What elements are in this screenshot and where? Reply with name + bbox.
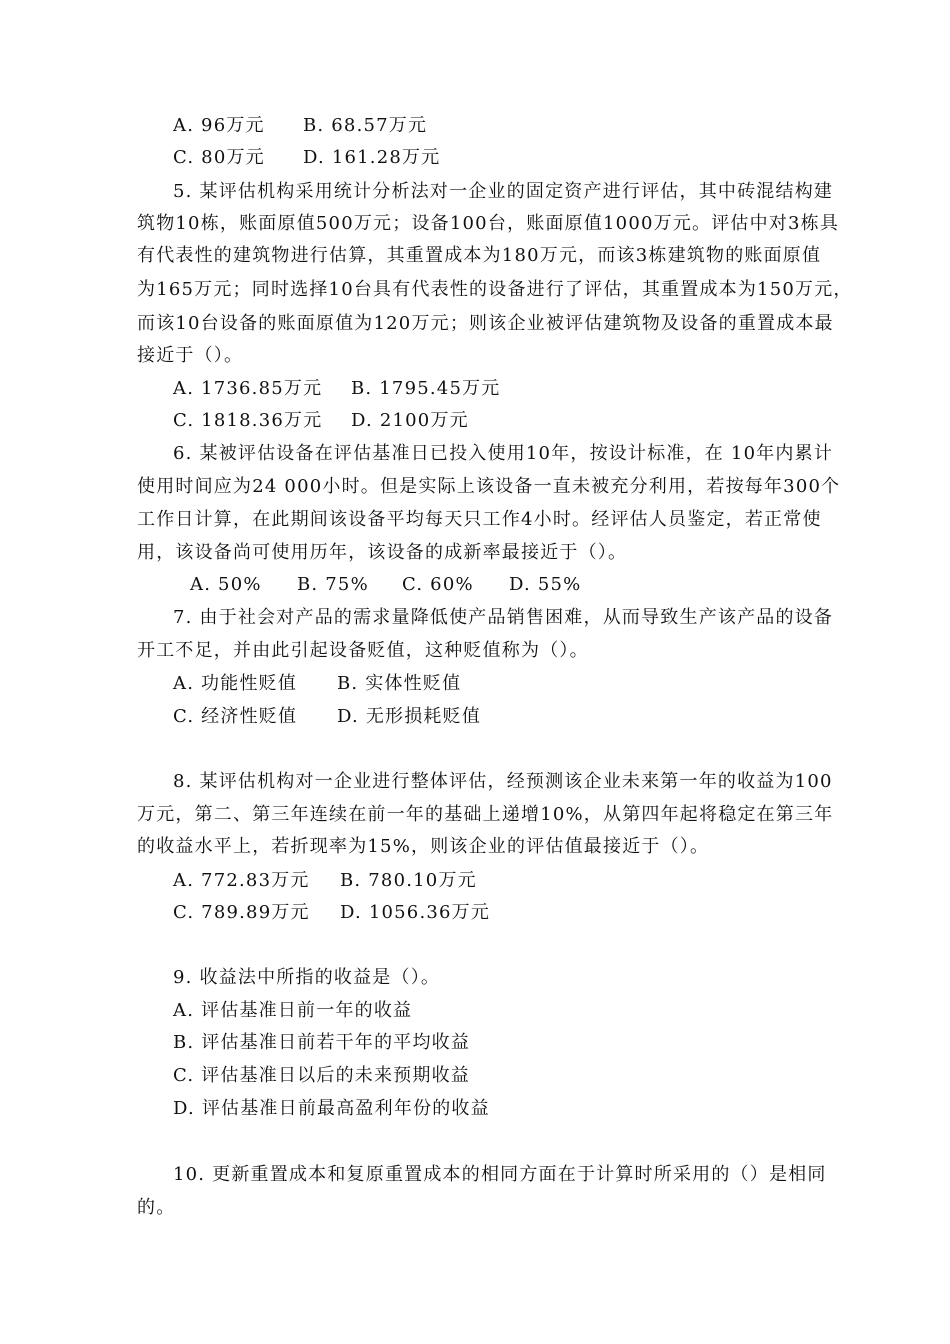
- q5-text-line: 而该10台设备的账面原值为120万元；则该企业被评估建筑物及设备的重置成本最: [137, 313, 834, 334]
- q7-option-b: B. 实体性贬值: [337, 673, 462, 694]
- q9-question: 9. 收益法中所指的收益是（）。: [173, 967, 441, 988]
- q5-text-line: 接近于（）。: [137, 345, 244, 366]
- q10-text-line: 的。: [137, 1197, 176, 1218]
- q5-text-line: 为165万元；同时选择10台具有代表性的设备进行了评估，其重置成本为150万元，: [137, 279, 853, 300]
- q7-text-line: 7. 由于社会对产品的需求量降低使产品销售困难，从而导致生产该产品的设备: [173, 607, 834, 628]
- q6-option-b: B. 75%: [297, 574, 369, 595]
- q9-option-c: C. 评估基准日以后的未来预期收益: [173, 1065, 470, 1086]
- q6-text-line: 工作日计算，在此期间该设备平均每天只工作4小时。经评估人员鉴定，若正常使: [137, 509, 822, 530]
- q4-option-c: C. 80万元: [173, 147, 265, 168]
- q4-option-a: A. 96万元: [173, 115, 265, 136]
- q6-text-line: 6. 某被评估设备在评估基准日已投入使用10年，按设计标准，在 10年内累计: [173, 443, 834, 464]
- q9-option-a: A. 评估基准日前一年的收益: [173, 1000, 413, 1021]
- q7-option-c: C. 经济性贬值: [173, 706, 298, 727]
- q9-option-b: B. 评估基准日前若干年的平均收益: [173, 1032, 471, 1053]
- q6-option-d: D. 55%: [509, 574, 582, 595]
- q8-text-line: 的收益水平上，若折现率为15%，则该企业的评估值最接近于（）。: [137, 836, 710, 857]
- q8-text-line: 8. 某评估机构对一企业进行整体评估，经预测该企业未来第一年的收益为100: [173, 771, 833, 792]
- q7-option-d: D. 无形损耗贬值: [337, 706, 482, 727]
- q5-text-line: 筑物10栋，账面原值500万元；设备100台，账面原值1000万元。评估中对3栋具: [137, 213, 840, 234]
- q8-option-a: A. 772.83万元: [173, 870, 310, 891]
- q5-option-a: A. 1736.85万元: [173, 378, 323, 399]
- q5-text-line: 有代表性的建筑物进行估算，其重置成本为180万元，而该3栋建筑物的账面原值: [137, 245, 822, 266]
- q8-option-c: C. 789.89万元: [173, 902, 310, 923]
- q7-text-line: 开工不足，并由此引起设备贬值，这种贬值称为（）。: [137, 640, 589, 661]
- q6-text-line: 使用时间应为24 000小时。但是实际上该设备一直未被充分利用，若按每年300个: [137, 476, 841, 497]
- q8-option-b: B. 780.10万元: [340, 870, 477, 891]
- q6-option-a: A. 50%: [190, 574, 262, 595]
- q5-option-b: B. 1795.45万元: [351, 378, 501, 399]
- q5-option-d: D. 2100万元: [351, 410, 469, 431]
- q6-option-c: C. 60%: [402, 574, 474, 595]
- q4-option-b: B. 68.57万元: [303, 115, 428, 136]
- q5-text-line: 5. 某评估机构采用统计分析法对一企业的固定资产进行评估，其中砖混结构建: [173, 181, 834, 202]
- q8-text-line: 万元，第二、第三年连续在前一年的基础上递增10%，从第四年起将稳定在第三年: [137, 804, 834, 825]
- q5-option-c: C. 1818.36万元: [173, 410, 323, 431]
- q8-option-d: D. 1056.36万元: [340, 902, 491, 923]
- q4-option-d: D. 161.28万元: [303, 147, 441, 168]
- q7-option-a: A. 功能性贬值: [173, 673, 298, 694]
- q6-text-line: 用，该设备尚可使用历年，该设备的成新率最接近于（）。: [137, 542, 628, 563]
- q9-option-d: D. 评估基准日前最高盈利年份的收益: [173, 1098, 490, 1119]
- q10-text-line: 10. 更新重置成本和复原重置成本的相同方面在于计算时所采用的（）是相同: [173, 1164, 827, 1185]
